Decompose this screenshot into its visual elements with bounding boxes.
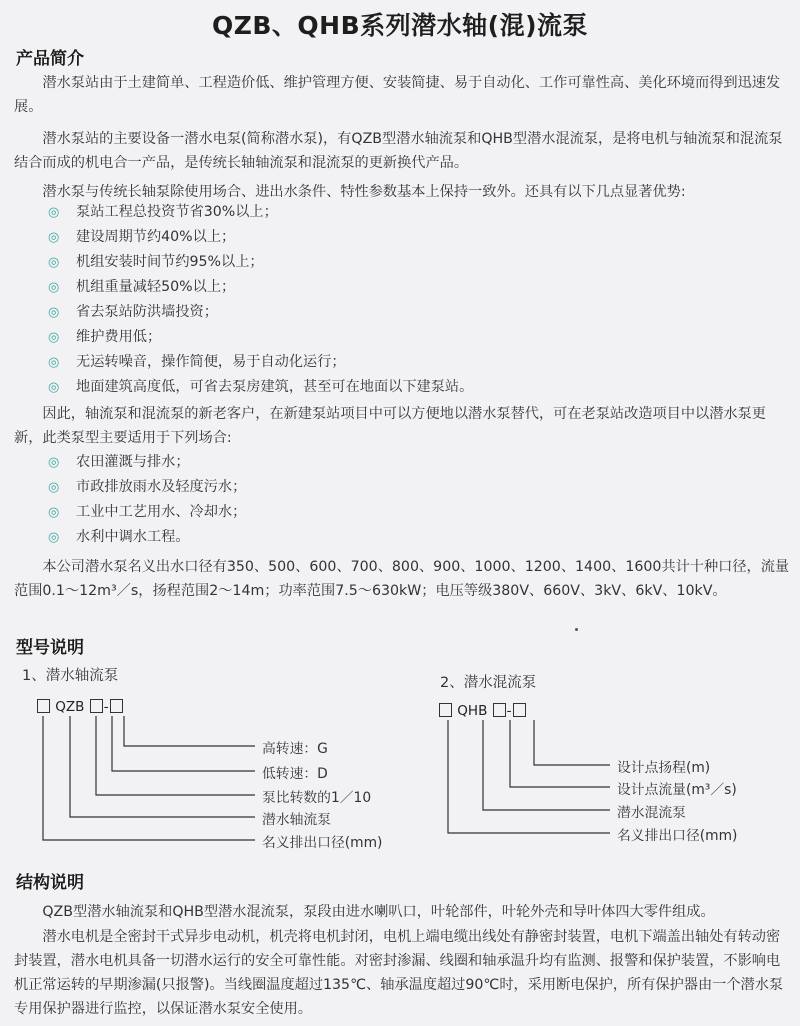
bullet-icon: ◎ — [48, 280, 60, 295]
model-heading: 型号说明 — [16, 638, 84, 658]
qhb-line-outlet-diameter — [448, 720, 610, 833]
bullet-icon: ◎ — [48, 305, 60, 320]
qzb-label-axial-pump: 潜水轴流泵 — [262, 812, 331, 828]
qzb-label-specific-speed: 泵比转数的1／10 — [262, 790, 372, 806]
list-item: ◎ 维护费用低； — [48, 325, 473, 350]
structure-paragraph-2: 潜水电机是全密封干式异步电动机，机壳将电机封闭，电机上端电缆出线处有静密封装置，电机下端盖出轴处有转动密封装置，潜水电机具备一切潜水运行的安全可靠性能。对密封渗漏、线圈和轴承温升均有监测、报警和保护装置，不影响电机正常运转的早期渗漏(只报警)。当线圈温度超过135℃、轴承温度超过90℃时，采用断电保护，所有保护器由一个潜水泵专用保护器进行监控，以保证潜水泵安全使用。 — [14, 929, 784, 1017]
qzb-title: 1、潜水轴流泵 — [22, 668, 119, 684]
bullet-icon: ◎ — [48, 355, 60, 370]
qhb-line-head — [534, 720, 610, 765]
qzb-label-outlet-diameter: 名义排出口径(mm) — [262, 835, 383, 851]
list-item: ◎ 机组安装时间节约95%以上； — [48, 250, 473, 275]
bullet-icon: ◎ — [48, 380, 60, 395]
qhb-label-flow: 设计点流量(m³／s) — [617, 782, 737, 798]
list-item: ◎ 水利中调水工程。 — [48, 525, 246, 550]
structure-heading: 结构说明 — [16, 873, 84, 893]
bullet-icon: ◎ — [48, 255, 60, 270]
qhb-line-flow — [510, 720, 610, 787]
qzb-line-specific-speed — [96, 716, 255, 795]
intro-heading: 产品简介 — [16, 49, 84, 69]
qhb-label-outlet-diameter: 名义排出口径(mm) — [617, 828, 738, 844]
bullet-icon: ◎ — [48, 455, 60, 470]
qhb-label-head: 设计点扬程(m) — [617, 760, 711, 776]
qzb-line-high-speed — [124, 716, 255, 746]
list-item: ◎ 农田灌溉与排水； — [48, 450, 246, 475]
intro-paragraph-5: 本公司潜水泵名义出水口径有350、500、600、700、800、900、1000、1200、1400、1600共计十种口径，流量范围0.1～12m³／s，扬程范围2～14m；功率范围7.5～630kW；电压等级380V、660V、3kV、6kV、10kV。 — [14, 559, 790, 599]
qhb-title: 2、潜水混流泵 — [440, 675, 537, 691]
intro-paragraph-1: 潜水泵站由于土建简单、工程造价低、维护管理方便、安装简捷、易于自动化、工作可靠性高、美化环境而得到迅速发展。 — [14, 75, 781, 115]
structure-paragraph-1: QZB型潜水轴流泵和QHB型潜水混流泵，泵段由进水喇叭口，叶轮部件，叶轮外壳和导叶体四大零件组成。 — [42, 904, 715, 920]
intro-paragraph-2: 潜水泵站的主要设备一潜水电泵(简称潜水泵)，有QZB型潜水轴流泵和QHB型潜水混流泵，是将电机与轴流泵和混流泵结合而成的机电合一产品，是传统长轴轴流泵和混流泵的更新换代产品。 — [14, 131, 783, 171]
qzb-line-axial-pump — [70, 716, 255, 817]
qzb-label-low-speed: 低转速：D — [262, 766, 328, 782]
list-item: ◎ 无运转噪音，操作简便，易于自动化运行； — [48, 350, 473, 375]
qhb-label-mixed-pump: 潜水混流泵 — [617, 805, 686, 821]
list-item: ◎ 工业中工艺用水、冷却水； — [48, 500, 246, 525]
bullet-icon: ◎ — [48, 530, 60, 545]
bullet-icon: ◎ — [48, 330, 60, 345]
list-item: ◎ 泵站工程总投资节省30%以上； — [48, 200, 473, 225]
bullet-icon: ◎ — [48, 480, 60, 495]
qzb-label-high-speed: 高转速：G — [262, 741, 328, 757]
list-item: ◎ 市政排放雨水及轻度污水； — [48, 475, 246, 500]
intro-paragraph-3: 潜水泵与传统长轴泵除使用场合、进出水条件、特性参数基本上保持一致外。还具有以下几点显著优势: — [42, 184, 686, 200]
qzb-line-low-speed — [112, 716, 255, 771]
list-item: ◎ 省去泵站防洪墙投资； — [48, 300, 473, 325]
list-item: ◎ 地面建筑高度低，可省去泵房建筑，甚至可在地面以下建泵站。 — [48, 375, 473, 400]
intro-paragraph-4: 因此，轴流泵和混流泵的新老客户，在新建泵站项目中可以方便地以潜水泵替代，可在老泵站改造项目中以潜水泵更新，此类泵型主要适用于下列场合: — [14, 406, 766, 446]
list-item: ◎ 建设周期节约40%以上； — [48, 225, 473, 250]
bullet-icon: ◎ — [48, 230, 60, 245]
qhb-code: QHB - — [438, 703, 527, 719]
qzb-line-outlet-diameter — [43, 716, 255, 840]
bullet-icon: ◎ — [48, 505, 60, 520]
page-title: QZB、QHB系列潜水轴(混)流泵 — [211, 11, 589, 40]
bullet-icon: ◎ — [48, 205, 60, 220]
qzb-code: QZB - — [36, 699, 124, 715]
list-item: ◎ 机组重量减轻50%以上； — [48, 275, 473, 300]
